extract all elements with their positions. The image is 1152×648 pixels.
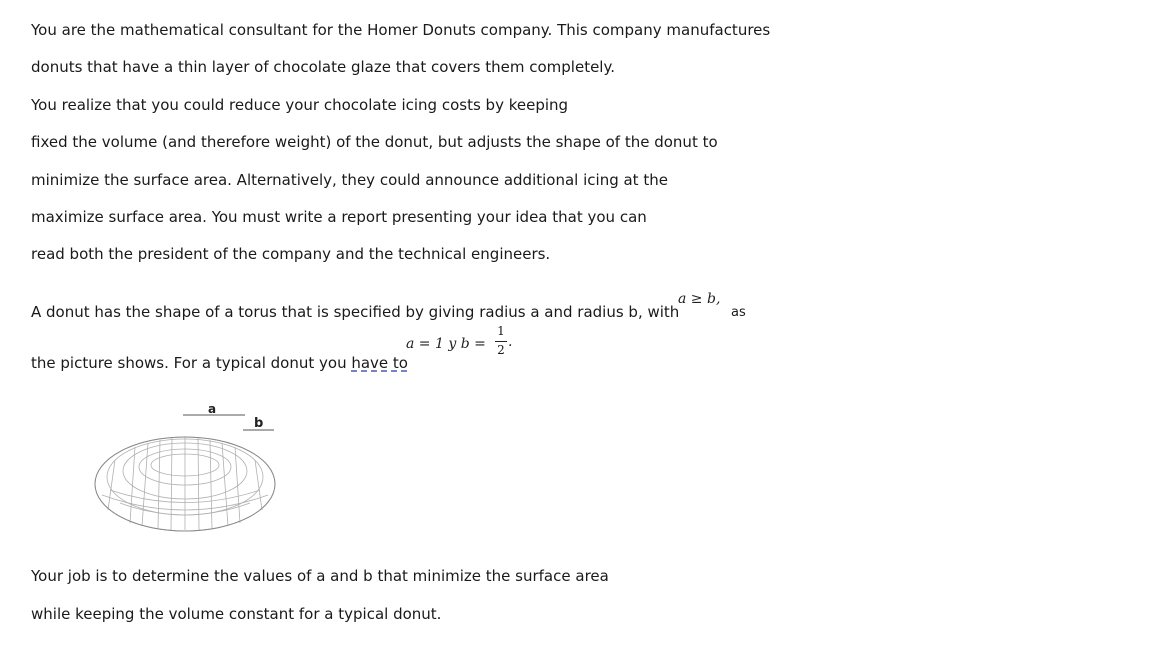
text-line-5: minimize the surface area. Alternatively, they could announce additional icing at the xyxy=(31,171,668,189)
fraction-numerator: 1 xyxy=(497,324,505,338)
spellcheck-underlined-text: have to xyxy=(351,354,408,372)
as-word: as xyxy=(731,305,746,320)
job-line-2: while keeping the volume constant for a typical donut. xyxy=(31,605,442,623)
text-line-7: read both the president of the company and the technical engineers. xyxy=(31,245,551,263)
text-line-3: You realize that you could reduce your chocolate icing costs by keeping xyxy=(31,96,569,114)
text-line-6: maximize surface area. You must write a report presenting your idea that you can xyxy=(31,208,647,226)
text-line-1: You are the mathematical consultant for the Homer Donuts company. This company manufactures xyxy=(31,21,771,39)
text-line-2: donuts that have a thin layer of chocolate glaze that covers them completely. xyxy=(31,58,615,76)
typical-donut-line xyxy=(31,354,408,372)
torus-drawing xyxy=(80,395,290,540)
torus-wireframe xyxy=(95,437,275,531)
torus-definition-line: A donut has the shape of a torus that is specified by giving radius a and radius b, with xyxy=(31,303,680,321)
fraction-bar xyxy=(495,341,507,342)
label-b: b xyxy=(254,416,264,431)
job-line-1: Your job is to determine the values of a and b that minimize the surface area xyxy=(31,567,609,585)
text-line-4: fixed the volume (and therefore weight) of the donut, but adjusts the shape of the donut to xyxy=(31,133,718,151)
typical-donut-prefix: the picture shows. For a typical donut you xyxy=(31,354,352,372)
torus-figure xyxy=(80,395,290,540)
math-values: a = 1 y b = xyxy=(406,336,486,352)
label-a: a xyxy=(208,402,217,416)
fraction-denominator: 2 xyxy=(497,343,505,357)
math-condition: a ≥ b, xyxy=(678,291,721,307)
fraction-period: . xyxy=(508,334,513,350)
